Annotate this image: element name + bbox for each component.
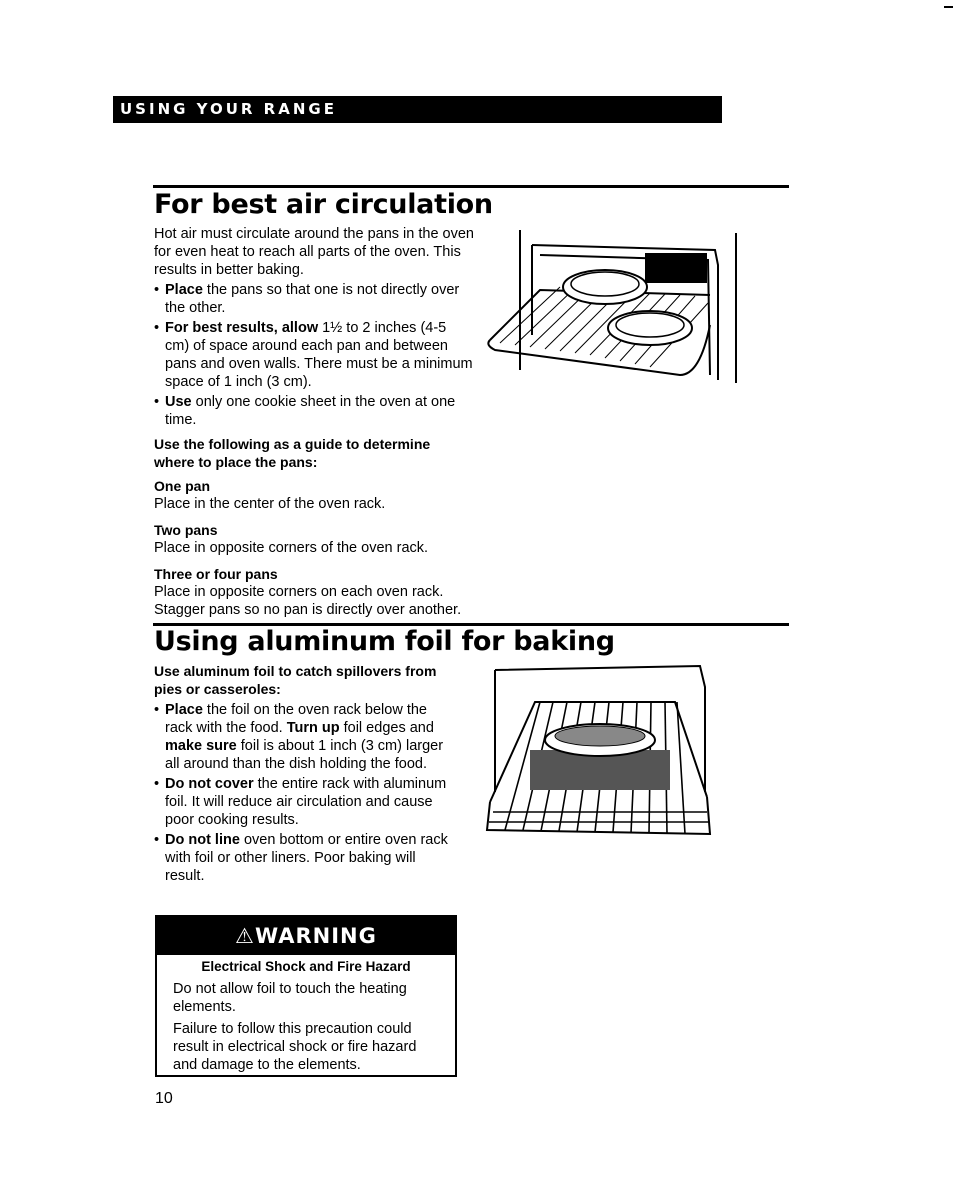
- foil-bullet-place: • Place the foil on the oven rack below the rack with the food. Turn up foil edges and make sure foil is about 1 inch (3 cm) larger all around than the dish holding the food.: [154, 701, 454, 773]
- warning-line-2: Failure to follow this precaution could result in electrical shock or fire hazard and damage to the elements.: [173, 1021, 417, 1073]
- page-number: 10: [155, 1090, 173, 1107]
- guide-two-pans-text: Place in opposite corners of the oven rack.: [154, 540, 429, 556]
- warning-triangle-icon: ⚠: [235, 924, 255, 948]
- air-intro: Hot air must circulate around the pans in the oven for even heat to reach all parts of the oven. This results in better baking.: [154, 226, 474, 278]
- air-bullet-place: • Place the pans so that one is not directly over the other.: [154, 281, 474, 317]
- aluminum-foil-body: [154, 662, 454, 885]
- warning-hazard: Electrical Shock and Fire Hazard: [201, 959, 411, 974]
- section-title: USING YOUR RANGE: [120, 100, 337, 118]
- guide-two-pans-title: Two pans: [154, 522, 218, 538]
- foil-bullet-do-not-line: • Do not line oven bottom or entire oven rack with foil or other liners. Poor baking will result.: [154, 831, 454, 885]
- oven-pans-illustration: [480, 225, 742, 385]
- warning-label: WARNING: [254, 924, 377, 948]
- page-edge-mark: [944, 6, 953, 8]
- warning-text: [173, 980, 443, 1074]
- air-circulation-title: For best air circulation: [154, 189, 493, 220]
- guide-three-four-pans-text: Place in opposite corners on each oven rack. Stagger pans so no pan is directly over another.: [154, 584, 462, 618]
- warning-box: [155, 915, 457, 1077]
- oven-foil-illustration: [485, 662, 713, 840]
- air-bullet-use: • Use only one cookie sheet in the oven at one time.: [154, 393, 474, 429]
- warning-header: [157, 917, 455, 955]
- air-bullet-best-results: • For best results, allow 1½ to 2 inches (4-5 cm) of space around each pan and between pans and oven walls. There must be a minimum space of 1 inch (3 cm).: [154, 319, 474, 391]
- section-rule: [153, 185, 789, 188]
- foil-bullet-do-not-cover: • Do not cover the entire rack with aluminum foil. It will reduce air circulation and cause poor cooking results.: [154, 775, 454, 829]
- guide-one-pan-title: One pan: [154, 478, 211, 494]
- guide-three-four-pans-title: Three or four pans: [154, 566, 278, 582]
- air-circulation-body: [154, 225, 474, 619]
- guide-one-pan-text: Place in the center of the oven rack.: [154, 496, 386, 512]
- foil-lead-heading: Use aluminum foil to catch spillovers from pies or casseroles:: [154, 663, 437, 697]
- guide-heading: Use the following as a guide to determine where to place the pans:: [154, 436, 431, 470]
- aluminum-foil-title: Using aluminum foil for baking: [154, 626, 615, 657]
- warning-line-1: Do not allow foil to touch the heating elements.: [173, 981, 407, 1015]
- section-banner: [113, 96, 722, 123]
